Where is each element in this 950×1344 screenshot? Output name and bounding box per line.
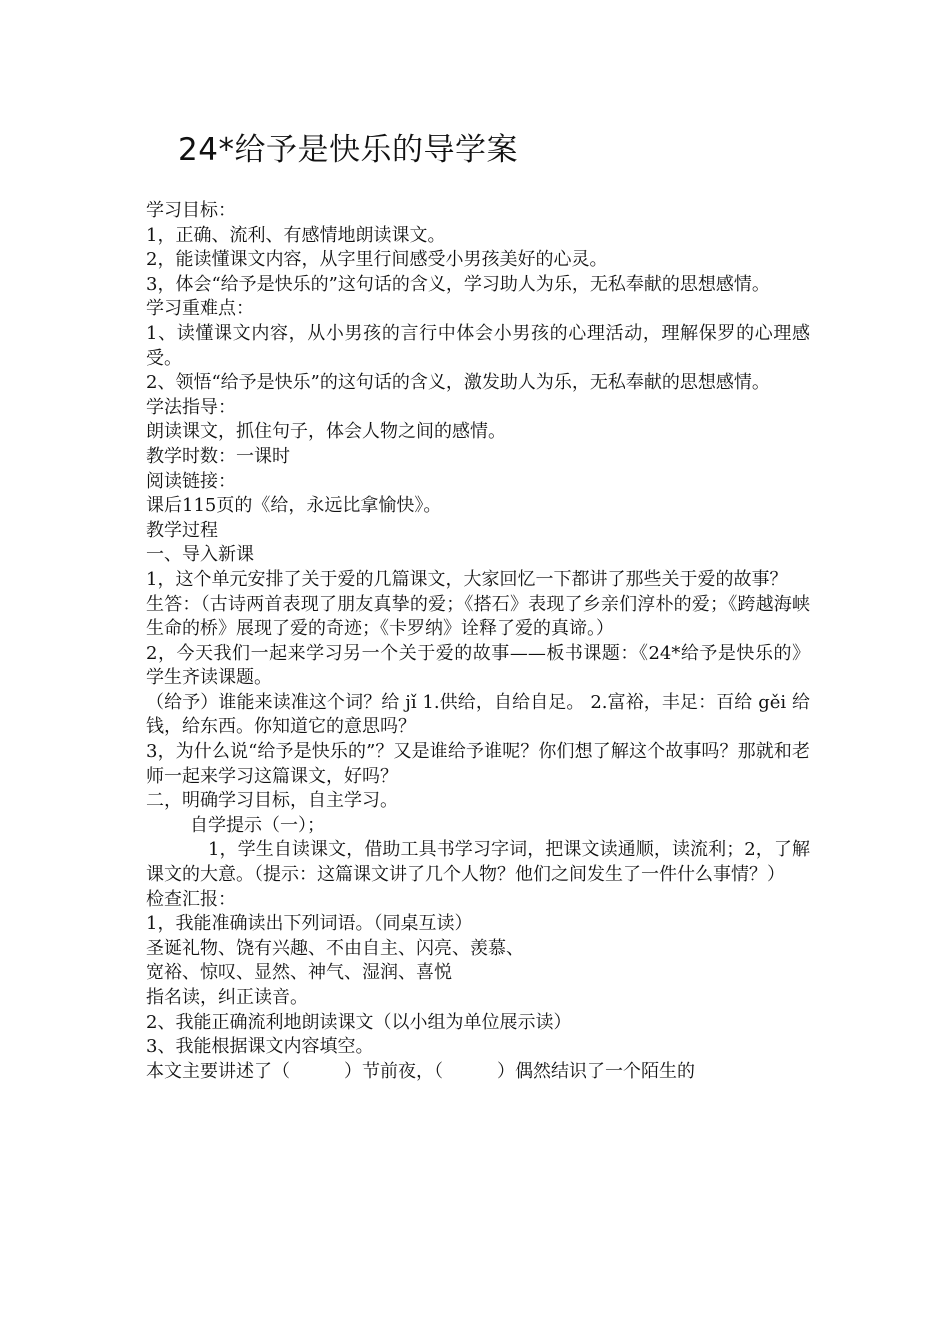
self-study-tip-text: 1，学生自读课文，借助工具书学习字词，把课文读通顺，读流利；2，了解课文的大意。（提示：这篇课文讲了几个人物？他们之间发生了一件什么事情？） <box>146 839 810 886</box>
section-heading-process: 教学过程 <box>146 519 218 541</box>
check-note: 指名读，纠正读音。 <box>146 987 308 1008</box>
method-text: 朗读课文，抓住句子，体会人物之间的感情。 <box>146 421 506 443</box>
section-heading-goals: 学习目标： <box>146 200 236 221</box>
process-paragraph: 2，今天我们一起来学习另一个关于爱的故事——板书课题：《24*给予是快乐的》学生齐读课题。 <box>146 642 810 689</box>
student-answer: 生答：（古诗两首表现了朋友真挚的爱；《搭石》表现了乡亲们淳朴的爱；《跨越海峡生命的桥》展现了爱的奇迹；《卡罗纳》诠释了爱的真谛。） <box>146 593 810 640</box>
goal-item-2: 2，能读懂课文内容，从字里行间感受小男孩美好的心灵。 <box>146 249 608 271</box>
process-paragraph: 3，为什么说“给予是快乐的”？又是谁给予谁呢？你们想了解这个故事吗？那就和老师一起来学习这篇课文，好吗？ <box>146 741 810 787</box>
key-point-2: 2、领悟“给予是快乐”的这句话的含义，激发助人为乐，无私奉献的思想感情。 <box>146 372 770 394</box>
vocabulary-line-1: 圣诞礼物、饶有兴趣、不由自主、闪亮、羡慕、 <box>146 937 524 959</box>
fill-in-blank-line: 本文主要讲述了（ ）节前夜，（ ）偶然结识了一个陌生的 <box>146 1060 695 1082</box>
check-item-1: 1，我能准确读出下列词语。（同桌互读） <box>146 913 473 935</box>
goal-item-3: 3，体会“给予是快乐的”这句话的含义，学习助人为乐，无私奉献的思想感情。 <box>146 273 770 295</box>
self-study-tip-heading: 自学提示（一）； <box>190 814 325 836</box>
process-paragraph: 1，这个单元安排了关于爱的几篇课文，大家回忆一下都讲了那些关于爱的故事？ <box>146 568 788 590</box>
teaching-hours: 教学时数：一课时 <box>146 445 290 467</box>
vocabulary-line-2: 宽裕、惊叹、显然、神气、湿润、喜悦 <box>146 962 452 984</box>
document-body <box>146 199 810 1084</box>
check-item-3: 3、我能根据课文内容填空。 <box>146 1036 374 1058</box>
goal-item-1: 1，正确、流利、有感情地朗读课文。 <box>146 224 446 246</box>
check-report-heading: 检查汇报： <box>146 888 236 910</box>
check-item-2: 2、我能正确流利地朗读课文（以小组为单位展示读） <box>146 1011 572 1033</box>
reading-link-text: 课后115页的《给，永远比拿愉快》。 <box>146 495 442 517</box>
process-step-2-heading: 二，明确学习目标，自主学习。 <box>146 790 398 812</box>
process-step-1-heading: 一、导入新课 <box>146 544 254 566</box>
key-point-1: 1、读懂课文内容，从小男孩的言行中体会小男孩的心理活动，理解保罗的心理感受。 <box>146 322 810 369</box>
section-heading-reading-link: 阅读链接： <box>146 470 236 492</box>
word-explanation: （给予）谁能来读准这个词？给 jǐ 1.供给，自给自足。 2.富裕，丰足：百给 gěi 给钱，给东西。你知道它的意思吗？ <box>146 691 810 738</box>
section-heading-method: 学法指导： <box>146 396 236 418</box>
document-title: 24*给予是快乐的导学案 <box>178 132 518 168</box>
section-heading-key-points: 学习重难点： <box>146 298 254 320</box>
